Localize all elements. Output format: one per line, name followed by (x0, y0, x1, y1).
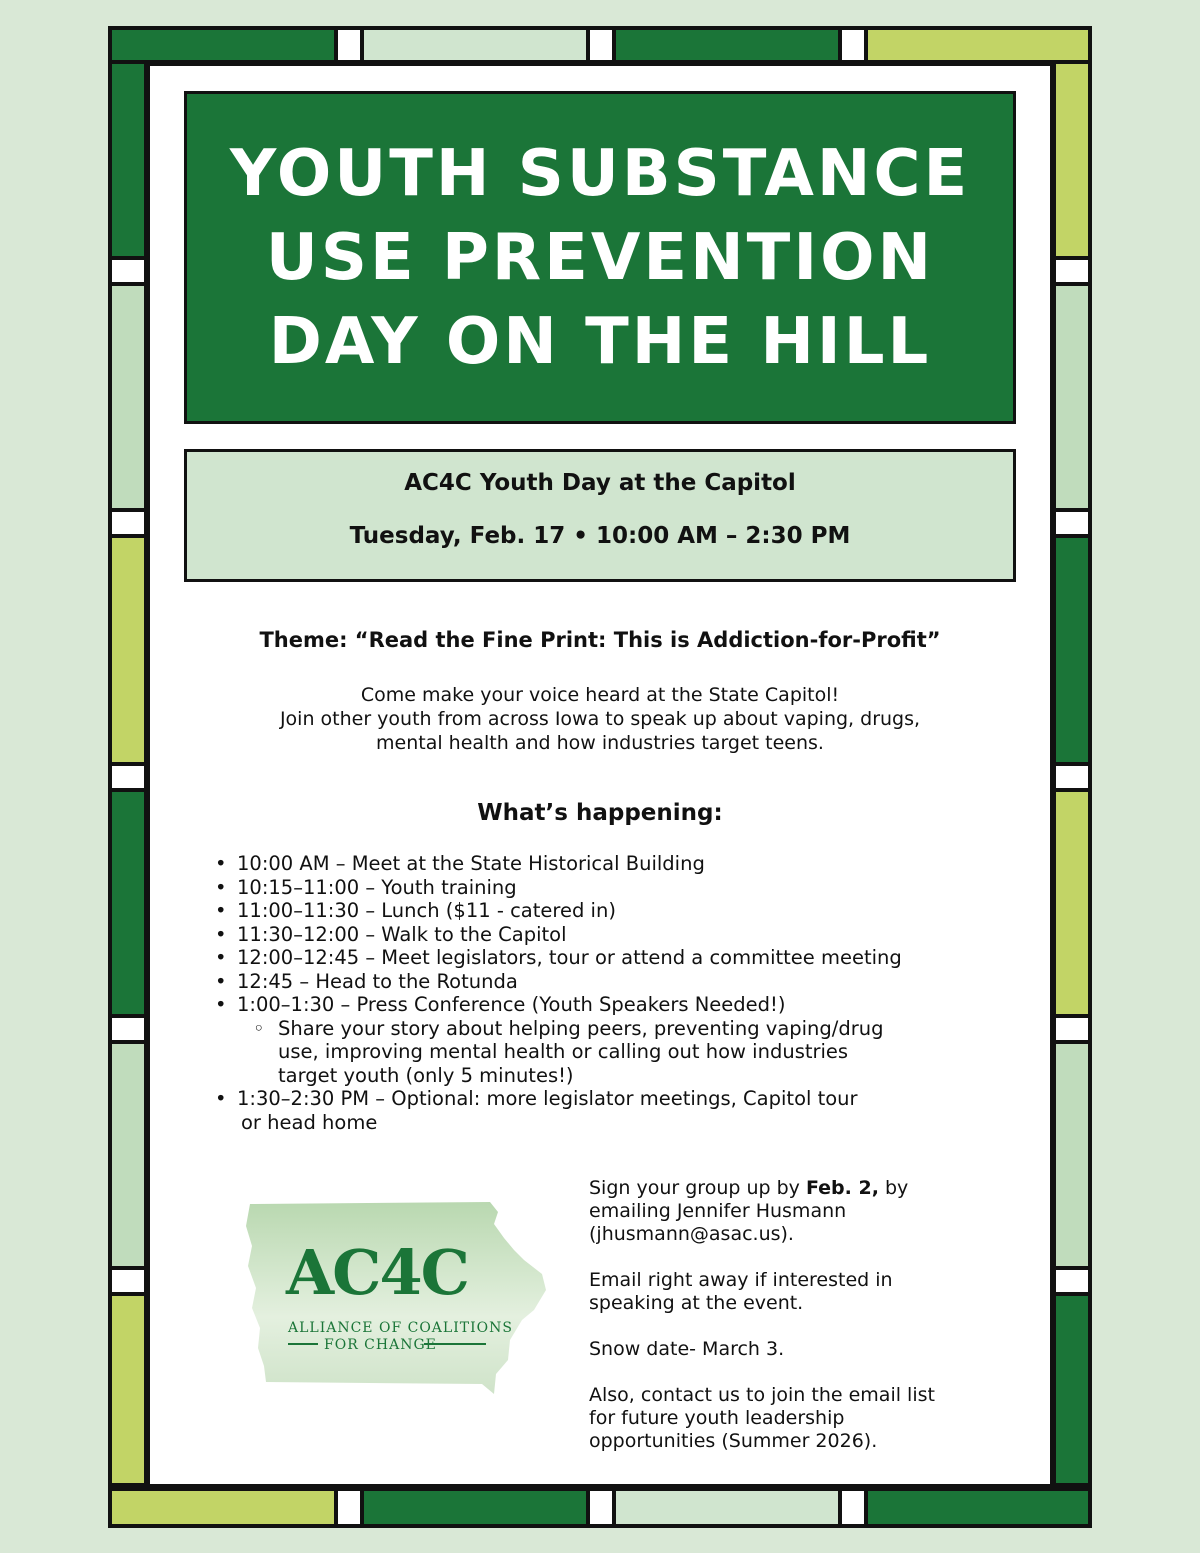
title-line-2: USE PREVENTION (265, 220, 935, 295)
border-segment (112, 64, 144, 256)
border-segment (590, 30, 612, 60)
border-segment (1056, 286, 1088, 508)
event-datetime: Tuesday, Feb. 17 • 10:00 AM – 2:30 PM (349, 523, 851, 549)
email-list-line: for future youth leadership (589, 1407, 845, 1429)
schedule-item: • 11:30–12:00 – Walk to the Capitol (215, 923, 1015, 947)
border-segment (112, 1018, 144, 1040)
speaking-line: speaking at the event. (589, 1292, 804, 1314)
border-segment (1056, 260, 1088, 282)
intro-paragraph (150, 683, 1050, 755)
schedule-subitem-cont: target youth (only 5 minutes!) (278, 1063, 574, 1087)
signup-email[interactable]: (jhusmann@asac.us). (589, 1223, 794, 1245)
logo-line-2: FOR CHANGE (324, 1337, 437, 1353)
border-segment (616, 30, 838, 60)
border-segment (112, 1296, 144, 1483)
border-segment (868, 30, 1088, 60)
schedule-item-cont: or head home (241, 1110, 378, 1134)
border-segment (590, 1491, 612, 1524)
snow-date: Snow date- March 3. (589, 1338, 785, 1360)
border-segment (616, 1491, 838, 1524)
border-segment (112, 1044, 144, 1266)
border-segment (112, 766, 144, 788)
signup-paragraph (589, 1177, 1009, 1246)
event-name: AC4C Youth Day at the Capitol (404, 470, 796, 496)
border-segment (112, 1270, 144, 1292)
schedule-item: • 12:45 – Head to the Rotunda (215, 970, 1015, 994)
event-info-box (184, 449, 1016, 582)
schedule-item: • 10:15–11:00 – Youth training (215, 876, 1015, 900)
ac4c-logo (242, 1198, 552, 1398)
schedule-subitem: ◦ Share your story about helping peers, preventing vaping/drug (215, 1017, 1015, 1041)
border-segment (1056, 792, 1088, 1014)
border-segment (112, 512, 144, 534)
border-segment (364, 1491, 586, 1524)
border-segment (1056, 1018, 1088, 1040)
speaking-paragraph (589, 1269, 1009, 1315)
border-segment (1056, 1044, 1088, 1266)
schedule-item: • 10:00 AM – Meet at the State Historical Building (215, 852, 1015, 876)
border-segment (1056, 64, 1088, 256)
title-banner (184, 91, 1016, 424)
schedule-list (215, 852, 1015, 1134)
border-segment (1056, 538, 1088, 762)
border-segment (112, 260, 144, 282)
signup-deadline: Feb. 2, (805, 1177, 879, 1199)
border-segment (364, 30, 586, 60)
border-segment (842, 30, 864, 60)
email-list-paragraph (589, 1384, 1009, 1453)
border-segment (1056, 766, 1088, 788)
schedule-item: • 11:00–11:30 – Lunch ($11 - catered in) (215, 899, 1015, 923)
signup-line: emailing Jennifer Husmann (589, 1200, 847, 1222)
signup-post: by (878, 1177, 909, 1199)
border-segment (1056, 1296, 1088, 1483)
schedule-subitem-cont: use, improving mental health or calling out how industries (278, 1040, 849, 1063)
schedule-heading: What’s happening: (477, 800, 723, 826)
schedule-item: • 1:00–1:30 – Press Conference (Youth Speakers Needed!) (215, 993, 1015, 1017)
border-segment (112, 30, 334, 60)
border-segment (112, 792, 144, 1014)
border-segment (112, 538, 144, 762)
speaking-line: Email right away if interested in (589, 1269, 893, 1291)
intro-line: mental health and how industries target teens. (376, 732, 824, 754)
intro-line: Join other youth from across Iowa to speak up about vaping, drugs, (279, 708, 921, 730)
schedule-item: • 1:30–2:30 PM – Optional: more legislator meetings, Capitol tour (215, 1087, 1015, 1111)
signup-pre: Sign your group up by (589, 1177, 806, 1199)
schedule-item: • 12:00–12:45 – Meet legislators, tour or attend a committee meeting (215, 946, 1015, 970)
border-segment (1056, 512, 1088, 534)
theme-heading: Theme: “Read the Fine Print: This is Addiction-for-Profit” (259, 628, 941, 652)
border-segment (112, 1491, 334, 1524)
border-segment (112, 286, 144, 508)
border-segment (338, 30, 360, 60)
border-segment (842, 1491, 864, 1524)
title-line-1: YOUTH SUBSTANCE (229, 136, 971, 211)
title-line-3: DAY ON THE HILL (268, 304, 932, 379)
email-list-line: opportunities (Summer 2026). (589, 1430, 878, 1452)
border-segment (868, 1491, 1088, 1524)
logo-line-1: ALLIANCE OF COALITIONS (288, 1320, 513, 1336)
intro-line: Come make your voice heard at the State Capitol! (360, 684, 840, 706)
signup-info (589, 1177, 1009, 1476)
email-list-line: Also, contact us to join the email list (589, 1384, 935, 1406)
border-segment (338, 1491, 360, 1524)
border-segment (1056, 1270, 1088, 1292)
logo-wordmark: AC4C (286, 1236, 468, 1309)
